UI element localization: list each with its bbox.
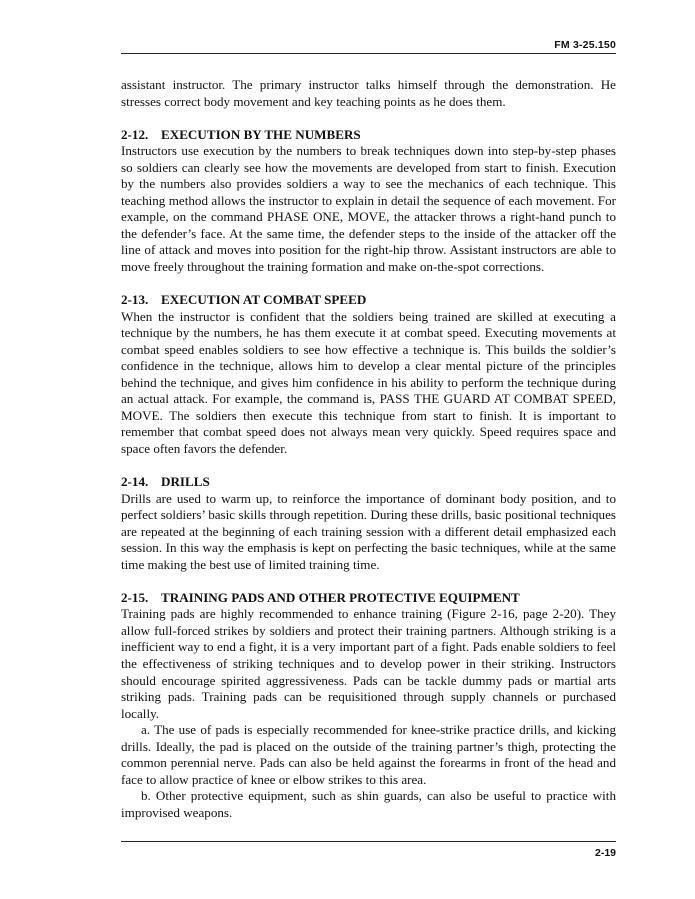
section-paragraph: Drills are used to warm up, to reinforce the importance of dominant body position, and to perfect soldiers’ basic skills through repetition. During these drills, basic positional techniques are repeated at the beginning of each training session with a different detail emphasized each session. In this way the emphasis is kept on perfecting the basic techniques, while at the same time making the best use of limited training time. [121, 490, 616, 572]
subparagraph-b: b. Other protective equipment, such as shin guards, can also be useful to practice with improvised weapons. [121, 788, 616, 820]
running-head: FM 3-25.150 [554, 39, 616, 51]
section-title: EXECUTION AT COMBAT SPEED [161, 292, 367, 308]
footer-rule [121, 841, 616, 842]
section-paragraph: Instructors use execution by the numbers to break techniques down into step-by-step phases so soldiers can clearly see how the movements are developed from start to finish. Execution by the numbers also provides soldiers a way to see the mechanics of each technique. This teaching method allows the instructor to explain in detail the sequence of each movement. For example, on the command PHASE ONE, MOVE, the attacker throws a right-hand punch to the defender’s face. At the same time, the defender steps to the inside of the attacker off the line of attack and moves into position for the right-hip throw. Assistant instructors are able to move freely throughout the training formation and make on-the-spot corrections. [121, 143, 616, 274]
section-title: DRILLS [161, 473, 210, 489]
page-number: 2-19 [594, 847, 616, 859]
section-number: 2-14. [121, 473, 149, 489]
section-heading [121, 292, 616, 309]
subparagraph-a: a. The use of pads is especially recommended for knee-strike practice drills, and kicking drills. Ideally, the pad is placed on the outside of the training partner’s thigh, protecting the common perennial nerve. Pads can also be held against the forearms in front of the head and face to allow practice of knee or elbow strikes to this area. [121, 722, 616, 787]
section-2-14 [121, 474, 616, 573]
section-2-15 [121, 590, 616, 822]
section-heading [121, 590, 616, 607]
document-page [121, 0, 616, 899]
section-paragraph: Training pads are highly recommended to enhance training (Figure 2-16, page 2-20). They allow full-forced strikes by soldiers and protect their training partners. Although striking is a inefficient way to end a fight, it is a very important part of a fight. Pads enable soldiers to feel the effectiveness of striking techniques and to develop power in their striking. Instructors should encourage spirited aggressiveness. Pads can be tackle dummy pads or martial arts striking pads. Training pads can be requisitioned through supply channels or purchased locally. [121, 606, 616, 721]
section-2-12 [121, 127, 616, 276]
section-heading [121, 474, 616, 491]
section-number: 2-13. [121, 292, 149, 308]
section-2-13 [121, 292, 616, 457]
section-number: 2-12. [121, 126, 149, 142]
section-heading [121, 127, 616, 144]
section-title: TRAINING PADS AND OTHER PROTECTIVE EQUIPMENT [161, 589, 520, 605]
section-number: 2-15. [121, 589, 149, 605]
header-rule [121, 53, 616, 54]
section-paragraph: When the instructor is confident that the soldiers being trained are skilled at executing a technique by the numbers, he has them execute it at combat speed. Executing movements at combat speed enables soldiers to see how effective a technique is. This builds the soldier’s confidence in the technique, allows him to develop a clear mental picture of the principles behind the technique, and gives him confidence in his ability to perform the technique during an actual attack. For example, the command is, PASS THE GUARD AT COMBAT SPEED, MOVE. The soldiers then execute this technique from start to finish. It is important to remember that combat speed does not always mean very quickly. Speed requires space and space often favors the defender. [121, 308, 616, 456]
section-title: EXECUTION BY THE NUMBERS [161, 126, 361, 142]
intro-paragraph: assistant instructor. The primary instructor talks himself through the demonstration. He stresses correct body movement and key teaching points as he does them. [121, 77, 616, 109]
body-text [121, 77, 616, 821]
